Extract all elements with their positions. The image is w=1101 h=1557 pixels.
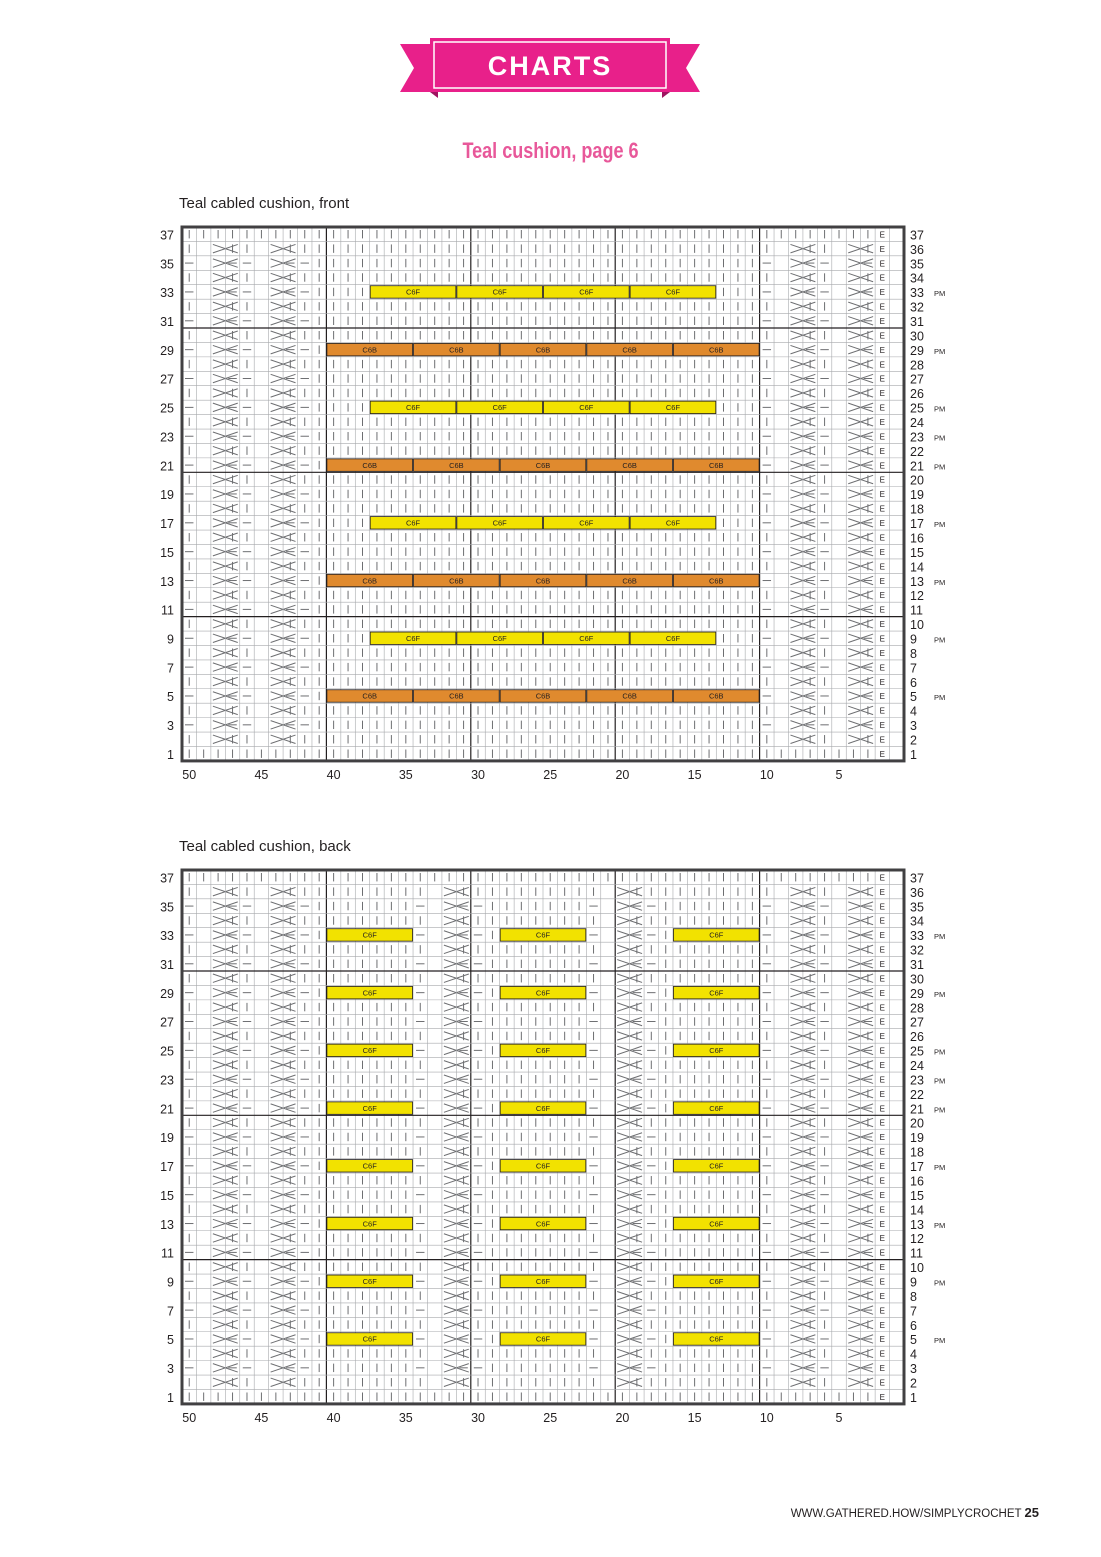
front-row-label-right: 27 xyxy=(910,372,924,387)
front-row-label-left: 19 xyxy=(160,488,174,503)
back-pm-marker: PM xyxy=(934,932,946,942)
back-edge-mark: E xyxy=(879,1017,886,1027)
back-edge-mark: E xyxy=(879,974,886,984)
back-cable-label: C6F xyxy=(709,1276,724,1286)
back-row-label-right: 9 xyxy=(910,1275,917,1290)
front-row-label-right: 18 xyxy=(910,502,924,517)
back-cable-label: C6F xyxy=(535,1276,551,1286)
front-edge-mark: E xyxy=(879,692,886,702)
front-pm-marker: PM xyxy=(934,404,946,414)
back-edge-mark: E xyxy=(879,1133,886,1143)
front-cable-label: C6F xyxy=(665,518,681,528)
front-row-label-left: 1 xyxy=(167,747,174,762)
back-edge-mark: E xyxy=(879,1089,886,1099)
back-x-tick-label: 35 xyxy=(398,1410,413,1425)
back-row-label-right: 22 xyxy=(910,1087,924,1102)
back-edge-mark: E xyxy=(879,1378,886,1388)
back-row-label-left: 37 xyxy=(160,871,174,886)
front-row-label-right: 12 xyxy=(910,589,924,604)
back-edge-mark: E xyxy=(879,873,886,883)
front-x-tick-label: 20 xyxy=(615,767,630,782)
back-cable-label: C6F xyxy=(362,1046,377,1056)
back-cable-label: C6F xyxy=(362,988,377,998)
back-row-label-right: 23 xyxy=(910,1073,924,1088)
back-row-label-right: 29 xyxy=(910,986,924,1001)
front-cable-label: C6B xyxy=(362,345,378,355)
back-x-tick-label: 5 xyxy=(835,1410,843,1425)
back-x-tick-label: 10 xyxy=(759,1410,774,1425)
front-pm-marker: PM xyxy=(934,433,946,443)
front-edge-mark: E xyxy=(879,432,886,442)
front-row-label-right: 16 xyxy=(910,531,924,546)
back-x-tick-label: 25 xyxy=(543,1410,558,1425)
front-x-tick-label: 50 xyxy=(182,767,197,782)
banner-label: CHARTS xyxy=(487,51,613,81)
back-edge-mark: E xyxy=(879,887,886,897)
front-cable-label: C6F xyxy=(665,633,681,643)
front-edge-mark: E xyxy=(879,490,886,500)
back-cable-label: C6F xyxy=(535,988,551,998)
front-row-label-right: 30 xyxy=(910,329,924,344)
front-pm-marker: PM xyxy=(934,346,946,356)
back-edge-mark: E xyxy=(879,1219,886,1229)
front-edge-mark: E xyxy=(879,461,886,471)
front-edge-mark: E xyxy=(879,331,886,341)
back-row-label-right: 5 xyxy=(910,1333,917,1348)
back-cable-label: C6F xyxy=(362,1161,377,1171)
back-row-label-right: 26 xyxy=(910,1030,924,1045)
front-row-label-right: 33 xyxy=(910,286,924,301)
front-edge-mark: E xyxy=(879,562,886,572)
front-edge-mark: E xyxy=(879,273,886,283)
front-edge-mark: E xyxy=(879,418,886,428)
front-row-label-left: 27 xyxy=(160,372,174,387)
front-cable-label: C6B xyxy=(362,576,378,586)
front-edge-mark: E xyxy=(879,591,886,601)
front-row-label-right: 32 xyxy=(910,300,924,315)
front-cable-label: C6F xyxy=(665,403,681,413)
back-row-label-left: 35 xyxy=(160,900,174,915)
front-row-label-right: 23 xyxy=(910,430,924,445)
back-pm-marker: PM xyxy=(934,1336,946,1346)
front-row-label-left: 25 xyxy=(160,401,174,416)
front-row-label-right: 26 xyxy=(910,387,924,402)
front-row-label-right: 15 xyxy=(910,545,924,560)
front-row-label-right: 5 xyxy=(910,690,917,705)
front-x-tick-label: 25 xyxy=(543,767,558,782)
back-edge-mark: E xyxy=(879,1032,886,1042)
back-row-label-left: 33 xyxy=(160,929,174,944)
front-row-label-right: 21 xyxy=(910,459,924,474)
front-row-label-right: 1 xyxy=(910,747,917,762)
front-row-label-right: 29 xyxy=(910,343,924,358)
front-pm-marker: PM xyxy=(934,635,946,645)
front-row-label-right: 34 xyxy=(910,271,924,286)
back-row-label-right: 19 xyxy=(910,1131,924,1146)
chart-back xyxy=(150,858,950,1438)
back-edge-mark: E xyxy=(879,1349,886,1359)
front-row-label-left: 9 xyxy=(167,632,174,647)
front-row-label-right: 31 xyxy=(910,315,924,330)
back-cable-label: C6F xyxy=(709,1161,724,1171)
front-cable-label: C6B xyxy=(535,576,551,586)
back-row-label-left: 1 xyxy=(167,1390,174,1405)
front-edge-mark: E xyxy=(879,288,886,298)
front-row-label-right: 14 xyxy=(910,560,924,575)
front-row-label-right: 37 xyxy=(910,228,924,243)
back-edge-mark: E xyxy=(879,1046,886,1056)
front-cable-label: C6B xyxy=(708,345,724,355)
back-row-label-right: 15 xyxy=(910,1188,924,1203)
front-cable-label: C6B xyxy=(362,460,378,470)
back-edge-mark: E xyxy=(879,1205,886,1215)
front-edge-mark: E xyxy=(879,446,886,456)
back-row-label-left: 31 xyxy=(160,958,174,973)
front-row-label-right: 13 xyxy=(910,574,924,589)
back-cable-label: C6F xyxy=(535,1161,551,1171)
front-pm-marker: PM xyxy=(934,462,946,472)
front-cable-label: C6F xyxy=(579,403,594,413)
front-row-label-right: 6 xyxy=(910,675,917,690)
back-cable-label: C6F xyxy=(535,1046,551,1056)
front-edge-mark: E xyxy=(879,475,886,485)
front-edge-mark: E xyxy=(879,519,886,529)
front-row-label-left: 37 xyxy=(160,228,174,243)
back-edge-mark: E xyxy=(879,916,886,926)
back-edge-mark: E xyxy=(879,1061,886,1071)
chart-front xyxy=(150,215,950,795)
front-pm-marker: PM xyxy=(934,577,946,587)
front-row-label-right: 28 xyxy=(910,358,924,373)
front-cable-label: C6B xyxy=(449,460,464,470)
back-row-label-right: 8 xyxy=(910,1289,917,1304)
front-cable-label: C6F xyxy=(492,518,507,528)
front-cable-label: C6B xyxy=(622,460,637,470)
back-row-label-left: 29 xyxy=(160,986,174,1001)
back-row-label-right: 21 xyxy=(910,1102,924,1117)
back-row-label-right: 16 xyxy=(910,1174,924,1189)
front-edge-mark: E xyxy=(879,677,886,687)
back-row-label-right: 12 xyxy=(910,1232,924,1247)
back-cable-label: C6F xyxy=(362,1334,377,1344)
front-pm-marker: PM xyxy=(934,693,946,703)
back-pm-marker: PM xyxy=(934,1105,946,1115)
back-x-tick-label: 30 xyxy=(471,1410,485,1425)
front-x-tick-label: 30 xyxy=(471,767,485,782)
front-cable-label: C6B xyxy=(449,345,464,355)
back-row-label-right: 2 xyxy=(910,1376,917,1391)
back-edge-mark: E xyxy=(879,1234,886,1244)
back-row-label-left: 25 xyxy=(160,1044,174,1059)
front-row-label-right: 10 xyxy=(910,618,924,633)
front-cable-label: C6F xyxy=(579,518,594,528)
front-cable-label: C6F xyxy=(579,287,594,297)
back-edge-mark: E xyxy=(879,960,886,970)
front-x-tick-label: 5 xyxy=(835,767,843,782)
back-row-label-left: 23 xyxy=(160,1073,174,1088)
back-row-label-right: 14 xyxy=(910,1203,924,1218)
back-row-label-right: 33 xyxy=(910,929,924,944)
back-cable-label: C6F xyxy=(709,1103,724,1113)
back-cable-label: C6F xyxy=(709,1334,724,1344)
front-row-label-right: 3 xyxy=(910,719,917,734)
back-pm-marker: PM xyxy=(934,1220,946,1230)
front-cable-label: C6F xyxy=(492,403,507,413)
back-row-label-right: 11 xyxy=(910,1246,923,1261)
back-row-label-left: 13 xyxy=(160,1217,174,1232)
back-cable-label: C6F xyxy=(709,930,724,940)
back-cable-label: C6F xyxy=(709,1219,724,1229)
back-edge-mark: E xyxy=(879,945,886,955)
front-pm-marker: PM xyxy=(934,289,946,299)
front-row-label-left: 3 xyxy=(167,719,174,734)
footer xyxy=(791,1505,1039,1520)
back-row-label-right: 32 xyxy=(910,943,924,958)
back-cable-label: C6F xyxy=(362,1103,377,1113)
back-row-label-right: 17 xyxy=(910,1160,924,1175)
front-row-label-left: 33 xyxy=(160,286,174,301)
front-cable-label: C6F xyxy=(665,287,681,297)
front-cable-label: C6B xyxy=(708,576,724,586)
front-row-label-right: 2 xyxy=(910,733,917,748)
page-subtitle: Teal cushion, page 6 xyxy=(462,138,639,163)
front-row-label-left: 31 xyxy=(160,315,174,330)
front-cable-label: C6F xyxy=(492,633,507,643)
front-cable-label: C6F xyxy=(405,518,421,528)
front-row-label-left: 35 xyxy=(160,257,174,272)
back-edge-mark: E xyxy=(879,1263,886,1273)
back-row-label-left: 7 xyxy=(167,1304,174,1319)
back-row-label-right: 1 xyxy=(910,1390,917,1405)
back-pm-marker: PM xyxy=(934,1278,946,1288)
chart-title-front: Teal cabled cushion, front xyxy=(179,195,350,212)
front-edge-mark: E xyxy=(879,735,886,745)
back-row-label-left: 19 xyxy=(160,1131,174,1146)
front-row-label-right: 17 xyxy=(910,517,924,532)
front-edge-mark: E xyxy=(879,547,886,557)
back-row-label-right: 35 xyxy=(910,900,924,915)
back-cable-label: C6F xyxy=(535,1334,551,1344)
front-row-label-right: 22 xyxy=(910,444,924,459)
front-x-tick-label: 15 xyxy=(687,767,702,782)
back-edge-mark: E xyxy=(879,902,886,912)
front-cable-label: C6B xyxy=(622,691,637,701)
back-row-label-left: 21 xyxy=(160,1102,174,1117)
back-row-label-left: 9 xyxy=(167,1275,174,1290)
back-edge-mark: E xyxy=(879,1392,886,1402)
back-edge-mark: E xyxy=(879,988,886,998)
front-row-label-right: 9 xyxy=(910,632,917,647)
back-edge-mark: E xyxy=(879,1176,886,1186)
front-cable-label: C6B xyxy=(449,691,464,701)
front-row-label-right: 35 xyxy=(910,257,924,272)
front-cable-label: C6F xyxy=(579,633,594,643)
front-cable-label: C6B xyxy=(708,460,724,470)
front-edge-mark: E xyxy=(879,749,886,759)
back-edge-mark: E xyxy=(879,1162,886,1172)
front-row-label-right: 19 xyxy=(910,488,924,503)
front-edge-mark: E xyxy=(879,504,886,514)
front-x-tick-label: 45 xyxy=(254,767,269,782)
front-row-label-left: 15 xyxy=(160,545,174,560)
front-cable-label: C6F xyxy=(405,403,421,413)
back-pm-marker: PM xyxy=(934,1163,946,1173)
back-edge-mark: E xyxy=(879,1364,886,1374)
back-pm-marker: PM xyxy=(934,1047,946,1057)
back-row-label-left: 5 xyxy=(167,1333,174,1348)
front-edge-mark: E xyxy=(879,259,886,269)
back-x-tick-label: 15 xyxy=(687,1410,702,1425)
back-edge-mark: E xyxy=(879,1075,886,1085)
back-pm-marker: PM xyxy=(934,1076,946,1086)
front-row-label-left: 5 xyxy=(167,690,174,705)
front-row-label-right: 8 xyxy=(910,646,917,661)
front-row-label-right: 36 xyxy=(910,242,924,257)
charts-banner xyxy=(400,36,700,100)
front-edge-mark: E xyxy=(879,648,886,658)
front-edge-mark: E xyxy=(879,721,886,731)
back-edge-mark: E xyxy=(879,1118,886,1128)
front-row-label-left: 7 xyxy=(167,661,174,676)
back-row-label-left: 11 xyxy=(161,1246,174,1261)
back-row-label-right: 37 xyxy=(910,871,924,886)
back-edge-mark: E xyxy=(879,1190,886,1200)
front-edge-mark: E xyxy=(879,533,886,543)
back-row-label-right: 3 xyxy=(910,1362,917,1377)
back-edge-mark: E xyxy=(879,1147,886,1157)
front-cable-label: C6B xyxy=(535,345,551,355)
back-x-tick-label: 20 xyxy=(615,1410,630,1425)
back-edge-mark: E xyxy=(879,1306,886,1316)
back-cable-label: C6F xyxy=(709,1046,724,1056)
back-cable-label: C6F xyxy=(709,988,724,998)
back-edge-mark: E xyxy=(879,1248,886,1258)
back-row-label-right: 28 xyxy=(910,1001,924,1016)
back-row-label-right: 30 xyxy=(910,972,924,987)
front-row-label-right: 25 xyxy=(910,401,924,416)
front-cable-label: C6B xyxy=(535,691,551,701)
front-edge-mark: E xyxy=(879,620,886,630)
front-row-label-left: 29 xyxy=(160,343,174,358)
front-row-label-left: 17 xyxy=(160,517,174,532)
back-row-label-right: 6 xyxy=(910,1318,917,1333)
back-row-label-right: 10 xyxy=(910,1261,924,1276)
front-x-tick-label: 40 xyxy=(326,767,341,782)
front-row-label-right: 4 xyxy=(910,704,917,719)
back-cable-label: C6F xyxy=(362,930,377,940)
back-row-label-right: 34 xyxy=(910,914,924,929)
front-edge-mark: E xyxy=(879,576,886,586)
footer-url: WWW.GATHERED.HOW/SIMPLYCROCHET xyxy=(790,1508,1022,1520)
back-x-tick-label: 50 xyxy=(182,1410,197,1425)
back-edge-mark: E xyxy=(879,931,886,941)
back-row-label-right: 13 xyxy=(910,1217,924,1232)
front-cable-label: C6F xyxy=(492,287,507,297)
back-cable-label: C6F xyxy=(362,1219,377,1229)
back-pm-marker: PM xyxy=(934,989,946,999)
back-edge-mark: E xyxy=(879,1003,886,1013)
back-row-label-right: 36 xyxy=(910,885,924,900)
front-row-label-right: 7 xyxy=(910,661,917,676)
front-cable-label: C6B xyxy=(708,691,724,701)
back-row-label-right: 24 xyxy=(910,1059,924,1074)
page-number: 25 xyxy=(1024,1505,1039,1520)
front-edge-mark: E xyxy=(879,706,886,716)
back-x-tick-label: 45 xyxy=(254,1410,269,1425)
front-x-tick-label: 35 xyxy=(398,767,413,782)
front-edge-mark: E xyxy=(879,389,886,399)
front-edge-mark: E xyxy=(879,634,886,644)
back-row-label-right: 4 xyxy=(910,1347,917,1362)
back-row-label-left: 3 xyxy=(167,1362,174,1377)
back-x-tick-label: 40 xyxy=(326,1410,341,1425)
back-edge-mark: E xyxy=(879,1291,886,1301)
front-pm-marker: PM xyxy=(934,520,946,530)
front-cable-label: C6F xyxy=(405,633,421,643)
front-row-label-right: 11 xyxy=(910,603,923,618)
back-row-label-left: 15 xyxy=(160,1188,174,1203)
front-cable-label: C6B xyxy=(622,576,637,586)
back-edge-mark: E xyxy=(879,1104,886,1114)
front-edge-mark: E xyxy=(879,302,886,312)
front-edge-mark: E xyxy=(879,345,886,355)
front-cable-label: C6B xyxy=(449,576,464,586)
front-cable-label: C6F xyxy=(405,287,421,297)
front-row-label-left: 11 xyxy=(161,603,174,618)
back-edge-mark: E xyxy=(879,1277,886,1287)
back-row-label-right: 20 xyxy=(910,1116,924,1131)
front-x-tick-label: 10 xyxy=(759,767,774,782)
back-row-label-left: 27 xyxy=(160,1015,174,1030)
back-cable-label: C6F xyxy=(362,1276,377,1286)
front-edge-mark: E xyxy=(879,244,886,254)
front-edge-mark: E xyxy=(879,403,886,413)
front-row-label-right: 20 xyxy=(910,473,924,488)
front-edge-mark: E xyxy=(879,360,886,370)
back-cable-label: C6F xyxy=(535,1103,551,1113)
back-row-label-right: 7 xyxy=(910,1304,917,1319)
back-row-label-left: 17 xyxy=(160,1160,174,1175)
back-row-label-right: 31 xyxy=(910,958,924,973)
front-row-label-left: 13 xyxy=(160,574,174,589)
front-row-label-right: 24 xyxy=(910,416,924,431)
front-edge-mark: E xyxy=(879,374,886,384)
front-row-label-left: 23 xyxy=(160,430,174,445)
front-edge-mark: E xyxy=(879,663,886,673)
back-cable-label: C6F xyxy=(535,930,551,940)
front-cable-label: C6B xyxy=(535,460,551,470)
front-edge-mark: E xyxy=(879,605,886,615)
back-edge-mark: E xyxy=(879,1320,886,1330)
chart-title-back: Teal cabled cushion, back xyxy=(179,838,351,855)
front-row-label-left: 21 xyxy=(160,459,174,474)
back-row-label-right: 27 xyxy=(910,1015,924,1030)
back-cable-label: C6F xyxy=(535,1219,551,1229)
back-row-label-right: 18 xyxy=(910,1145,924,1160)
front-edge-mark: E xyxy=(879,317,886,327)
front-edge-mark: E xyxy=(879,230,886,240)
front-cable-label: C6B xyxy=(362,691,378,701)
back-row-label-right: 25 xyxy=(910,1044,924,1059)
front-cable-label: C6B xyxy=(622,345,637,355)
back-edge-mark: E xyxy=(879,1335,886,1345)
